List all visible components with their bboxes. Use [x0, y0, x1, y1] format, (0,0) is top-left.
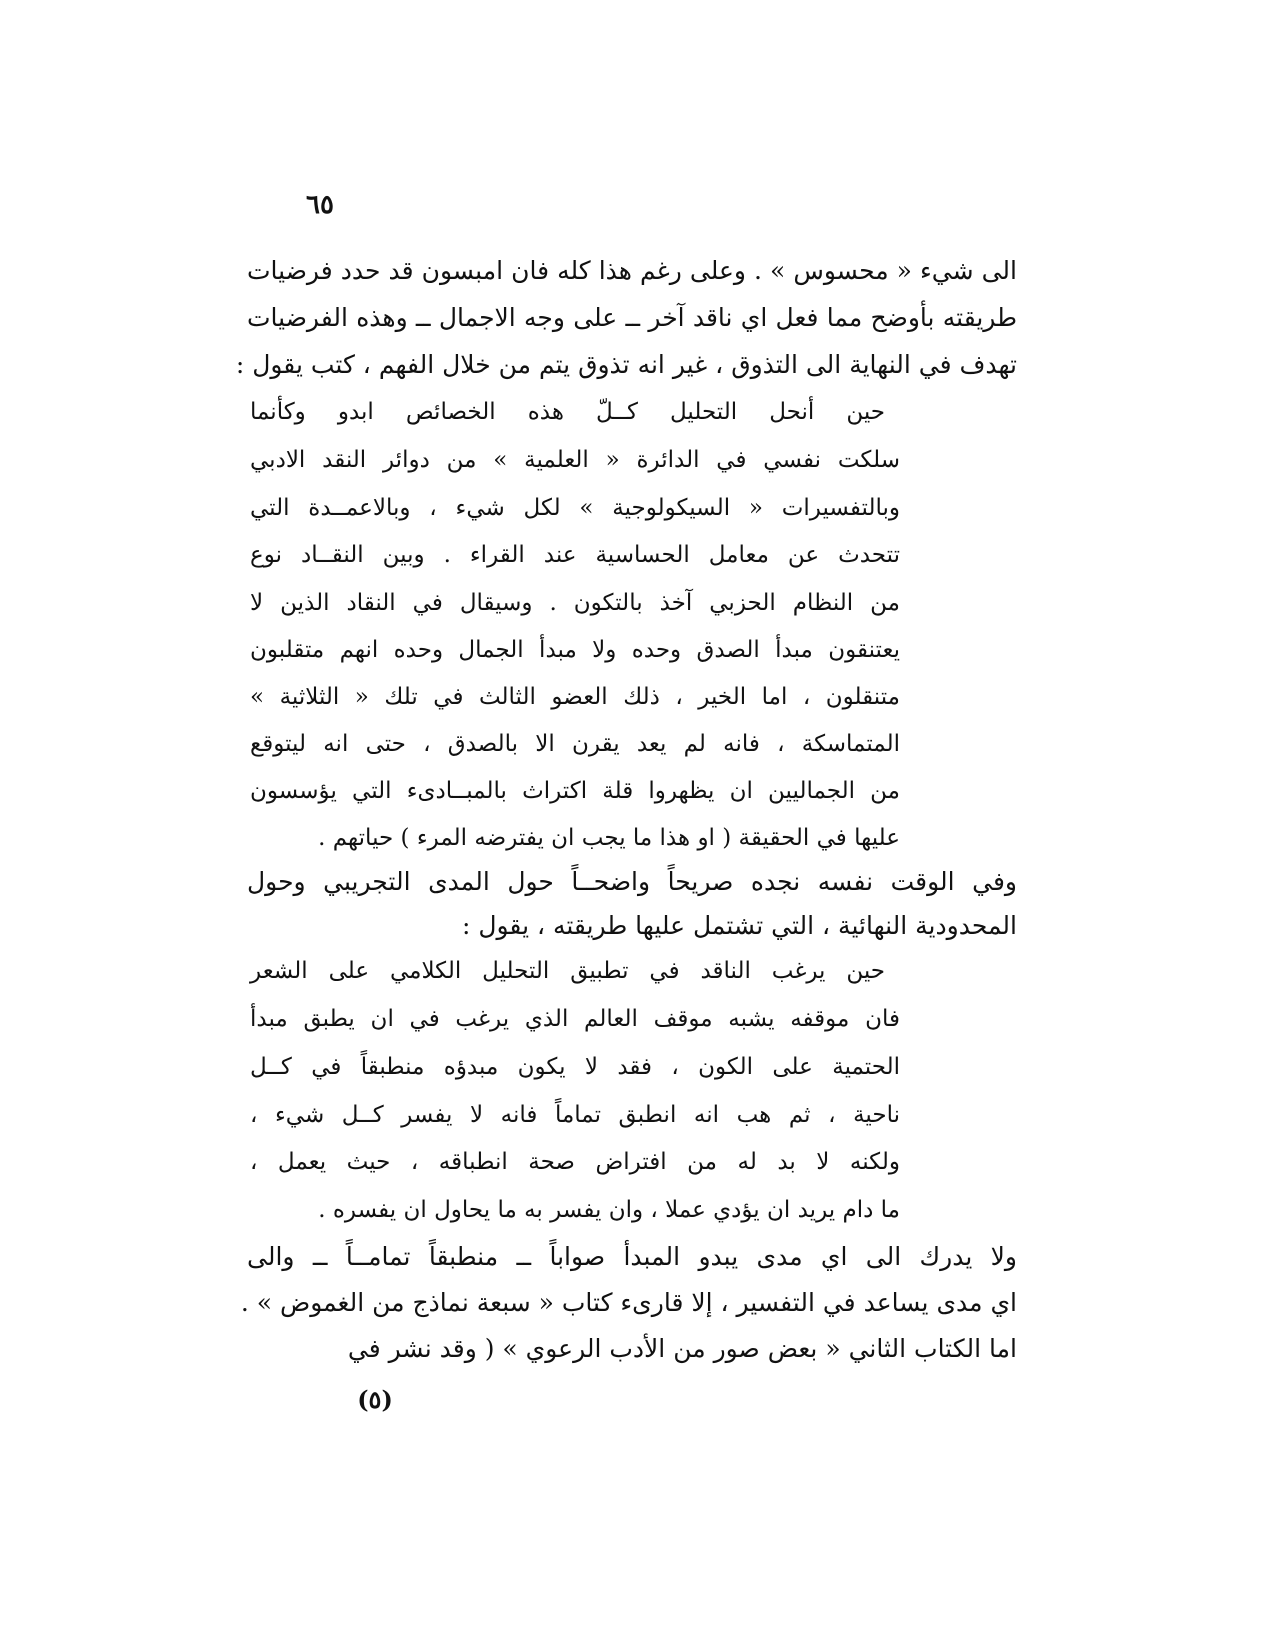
body-line: اما الكتاب الثاني « بعض صور من الأدب الرعوي » ( وقد نشر في	[347, 1334, 1017, 1363]
quote-line: ولكنه لا بد له من افتراض صحة انطباقه ، حيث يعمل ،	[250, 1149, 900, 1175]
quote-line: من النظام الحزبي آخذ بالتكون . وسيقال في النقاد الذين لا	[250, 590, 900, 616]
quote-line: ما دام يريد ان يؤدي عملا ، وان يفسر به ما يحاول ان يفسره .	[318, 1197, 900, 1223]
quote-line: حين يرغب الناقد في تطبيق التحليل الكلامي على الشعر	[250, 958, 885, 984]
quote-line: متنقلون ، اما الخير ، ذلك العضو الثالث في تلك « الثلاثية »	[250, 684, 900, 710]
quote-line: من الجماليين ان يظهروا قلة اكتراث بالمبــادىء التي يؤسسون	[250, 778, 900, 804]
quote-line: عليها في الحقيقة ( او هذا ما يجب ان يفترضه المرء ) حياتهم .	[318, 825, 900, 851]
body-line: ولا يدرك الى اي مدى يبدو المبدأ صواباً ــ منطبقاً تمامــاً ــ والى	[247, 1242, 1017, 1271]
quote-line: حين أنحل التحليل كــلّ هذه الخصائص ابدو وكأنما	[250, 399, 885, 425]
body-line: طريقته بأوضح مما فعل اي ناقد آخر ــ على وجه الاجمال ــ وهذه الفرضيات	[247, 303, 1017, 332]
quote-line: الحتمية على الكون ، فقد لا يكون مبدؤه منطبقاً في كــل	[250, 1054, 900, 1080]
quote-line: يعتنقون مبدأ الصدق وحده ولا مبدأ الجمال وحده انهم متقلبون	[250, 637, 900, 663]
body-line: المحدودية النهائية ، التي تشتمل عليها طريقته ، يقول :	[461, 911, 1017, 940]
quote-line: تتحدث عن معامل الحساسية عند القراء . وبين النقــاد نوع	[250, 542, 900, 568]
body-line: اي مدى يساعد في التفسير ، إلا قارىء كتاب « سبعة نماذج من الغموض » .	[240, 1288, 1017, 1317]
signature-mark: (٥)	[357, 1385, 393, 1414]
body-line: تهدف في النهاية الى التذوق ، غير انه تذوق يتم من خلال الفهم ، كتب يقول :	[235, 350, 1017, 379]
quote-line: المتماسكة ، فانه لم يعد يقرن الا بالصدق ، حتى انه ليتوقع	[250, 731, 900, 757]
quote-line: سلكت نفسي في الدائرة « العلمية » من دوائر النقد الادبي	[250, 447, 900, 473]
quote-line: وبالتفسيرات « السيكولوجية » لكل شيء ، وبالاعمــدة التي	[250, 495, 900, 521]
page-number: ٦٥	[306, 190, 334, 220]
quote-line: فان موقفه يشبه موقف العالم الذي يرغب في ان يطبق مبدأ	[250, 1006, 900, 1032]
body-line: الى شيء « محسوس » . وعلى رغم هذا كله فان امبسون قد حدد فرضيات	[247, 256, 1017, 285]
body-line: وفي الوقت نفسه نجده صريحاً واضحــاً حول المدى التجريبي وحول	[247, 867, 1018, 896]
quote-line: ناحية ، ثم هب انه انطبق تماماً فانه لا يفسر كــل شيء ،	[250, 1102, 900, 1128]
